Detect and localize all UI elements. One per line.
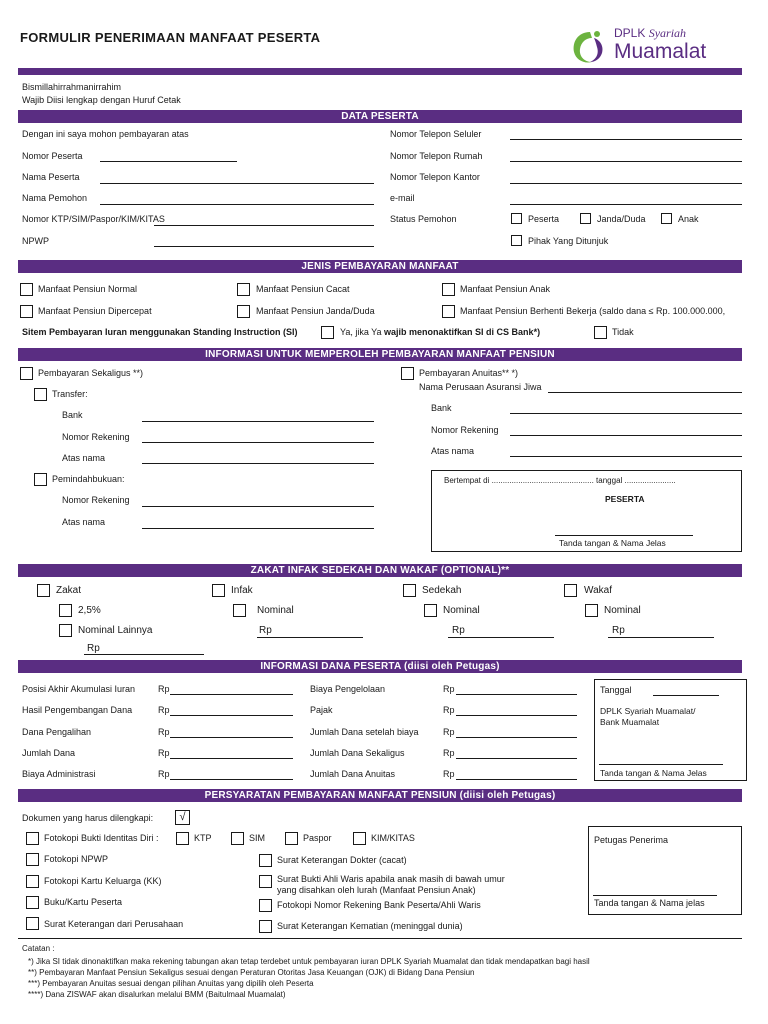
checkbox-pembayaran-sekaligus[interactable] [20, 367, 33, 380]
label-identitas: Fotokopi Bukti Identitas Diri : [44, 833, 159, 843]
label-si-tidak: Tidak [612, 327, 634, 337]
label-bank-muamalat: Bank Muamalat [600, 717, 660, 727]
checkbox-pensiun-cacat[interactable] [237, 283, 250, 296]
checkbox-paspor[interactable] [285, 832, 298, 845]
label-dana-right-3: Jumlah Dana Sekaligus [310, 748, 405, 758]
label-petugas-penerima: Petugas Penerima [594, 835, 669, 845]
catatan-note-4: ****) Dana ZISWAF akan disalurkan melalui BMM (Baitulmaal Muamalat) [28, 990, 286, 999]
checkbox-si-tidak[interactable] [594, 326, 607, 339]
field-dana-right-1[interactable] [456, 715, 577, 716]
label-rp-r4: Rp [443, 769, 455, 779]
checkbox-pensiun-dipercepat[interactable] [20, 305, 33, 318]
label-anuitas-atas-nama: Atas nama [431, 446, 475, 456]
field-nama-pemohon[interactable] [100, 204, 374, 205]
label-telp-seluler: Nomor Telepon Seluler [390, 129, 482, 139]
field-dana-left-4[interactable] [170, 779, 293, 780]
petugas-penerima-box [588, 826, 742, 915]
label-zakat-pct: 2,5% [78, 605, 101, 616]
field-transfer-atas-nama[interactable] [142, 463, 374, 464]
checkbox-ahli-waris[interactable] [259, 875, 272, 888]
label-status-janda-duda: Janda/Duda [597, 214, 646, 224]
catatan-divider [18, 938, 742, 939]
field-nomor-peserta[interactable] [100, 161, 237, 162]
label-wakaf-rp: Rp [612, 625, 625, 636]
label-ktp: KTP [194, 833, 212, 843]
label-dana-right-1: Pajak [310, 705, 333, 715]
checkbox-transfer[interactable] [34, 388, 47, 401]
label-dana-ttd: Tanda tangan & Nama Jelas [600, 768, 707, 778]
checkbox-pensiun-normal[interactable] [20, 283, 33, 296]
checkbox-buku[interactable] [26, 896, 39, 909]
section-data-peserta: DATA PESERTA [18, 110, 742, 123]
label-rp-l3: Rp [158, 748, 170, 758]
label-tanggal: Tanggal [600, 685, 632, 695]
label-sim: SIM [249, 833, 266, 843]
label-email: e-mail [390, 193, 415, 203]
field-dana-left-1[interactable] [170, 715, 293, 716]
label-wakaf-nominal: Nominal [604, 605, 641, 616]
field-dana-left-0[interactable] [170, 694, 293, 695]
label-kk: Fotokopi Kartu Keluarga (KK) [44, 876, 162, 886]
label-nomor-peserta: Nomor Peserta [22, 151, 83, 161]
checkbox-sedekah[interactable] [403, 584, 416, 597]
label-transfer-bank: Bank [62, 410, 83, 420]
label-dana-left-4: Biaya Administrasi [22, 769, 96, 779]
section-informasi-dana: INFORMASI DANA PESERTA (diisi oleh Petugas) [18, 660, 742, 673]
field-transfer-bank[interactable] [142, 421, 374, 422]
form-title: FORMULIR PENERIMAAN MANFAAT PESERTA [20, 30, 321, 45]
checkbox-infak[interactable] [212, 584, 225, 597]
field-nama-perusahaan[interactable] [548, 392, 742, 393]
label-petugas-ttd: Tanda tangan & Nama jelas [594, 898, 705, 908]
label-ahli-waris-1: Surat Bukti Ahli Waris apabila anak masih di bawah umur [277, 874, 505, 884]
label-rp-r0: Rp [443, 684, 455, 694]
label-pensiun-cacat: Manfaat Pensiun Cacat [256, 284, 350, 294]
label-si-ya [340, 327, 540, 337]
field-anuitas-rekening[interactable] [510, 435, 742, 436]
label-dana-left-3: Jumlah Dana [22, 748, 76, 758]
checkbox-zakat-nominal-lainnya[interactable] [59, 624, 72, 637]
label-nama-perusahaan: Nama Perusaan Asuransi Jiwa [419, 382, 542, 392]
bismillah: Bismillahirrahmanirrahim [22, 82, 122, 92]
label-status-pemohon: Status Pemohon [390, 214, 457, 224]
checkbox-identitas[interactable] [26, 832, 39, 845]
bertempat-line: Bertempat di .............................................. tanggal ....................... [444, 476, 676, 485]
signature-line-dana[interactable] [599, 764, 723, 765]
label-intro: Dengan ini saya mohon pembayaran atas [22, 129, 189, 139]
catatan-note-2: **) Pembayaran Manfaat Pensiun Sekaligus sesuai dengan Peraturan Otoritas Jasa Keuangan (OJK) di Bidang Dana Pensiun [28, 968, 475, 977]
label-dana-left-0: Posisi Akhir Akumulasi Iuran [22, 684, 136, 694]
section-informasi-pembayaran: INFORMASI UNTUK MEMPEROLEH PEMBAYARAN MANFAAT PENSIUN [18, 348, 742, 361]
label-dplk-petugas: DPLK Syariah Muamalat/ [600, 706, 696, 716]
label-sedekah-rp: Rp [452, 625, 465, 636]
label-status-peserta: Peserta [528, 214, 560, 224]
label-dokumen: Dokumen yang harus dilengkapi: [22, 813, 154, 823]
label-transfer-rekening: Nomor Rekening [62, 432, 130, 442]
label-pihak-ditunjuk: Pihak Yang Ditunjuk [528, 236, 609, 246]
label-npwp: NPWP [22, 236, 49, 246]
logo-muamalat: Muamalat [614, 40, 707, 63]
checkbox-infak-nominal[interactable] [233, 604, 246, 617]
field-telp-kantor[interactable] [510, 183, 742, 184]
field-pemindah-rekening[interactable] [142, 506, 374, 507]
field-wakaf-rp[interactable] [608, 637, 714, 638]
label-pensiun-normal: Manfaat Pensiun Normal [38, 284, 138, 294]
checkbox-ktp[interactable] [176, 832, 189, 845]
check-icon: √ [179, 811, 186, 823]
checkbox-dokter[interactable] [259, 854, 272, 867]
section-jenis-pembayaran: JENIS PEMBAYARAN MANFAAT [18, 260, 742, 273]
label-pemindah-rekening: Nomor Rekening [62, 495, 130, 505]
label-pembayaran-anuitas: Pembayaran Anuitas** *) [419, 368, 519, 378]
field-dana-left-3[interactable] [170, 758, 293, 759]
label-zakat-rp: Rp [87, 643, 100, 654]
field-nomor-ktp[interactable] [154, 225, 374, 226]
checkbox-pembayaran-anuitas[interactable] [401, 367, 414, 380]
label-nama-pemohon: Nama Pemohon [22, 193, 88, 203]
checkbox-status-janda-duda[interactable] [580, 213, 591, 224]
checkbox-wakaf[interactable] [564, 584, 577, 597]
label-rp-l4: Rp [158, 769, 170, 779]
wajib-note: Wajib Diisi lengkap dengan Huruf Cetak [22, 95, 181, 105]
field-dana-right-0[interactable] [456, 694, 577, 695]
label-anuitas-rekening: Nomor Rekening [431, 425, 499, 435]
field-tanggal[interactable] [653, 695, 719, 696]
checkbox-kematian[interactable] [259, 920, 272, 933]
field-anuitas-atas-nama[interactable] [510, 456, 742, 457]
label-paspor: Paspor [303, 833, 332, 843]
field-nama-peserta[interactable] [100, 183, 374, 184]
logo-dplk: DPLK [614, 26, 646, 40]
label-infak: Infak [231, 585, 253, 596]
field-npwp[interactable] [154, 246, 374, 247]
label-pensiun-janda-duda: Manfaat Pensiun Janda/Duda [256, 306, 375, 316]
label-anuitas-bank: Bank [431, 403, 452, 413]
checkbox-kimkitas[interactable] [353, 832, 366, 845]
label-perusahaan: Surat Keterangan dari Perusahaan [44, 919, 184, 929]
checkbox-pensiun-janda-duda[interactable] [237, 305, 250, 318]
logo [570, 24, 740, 68]
signature-line-petugas[interactable] [593, 895, 717, 896]
label-kematian: Surat Keterangan Kematian (meninggal dunia) [277, 921, 463, 931]
catatan-note-1: *) Jika SI tidak dinonaktifkan maka rekening tabungan akan tetap terdebet untuk pembayaran iuran DPLK Syariah Muamalat dan tidak mendapatkan bagi hasil [28, 957, 590, 966]
checkbox-zakat[interactable] [37, 584, 50, 597]
checkbox-rekening-ahli[interactable] [259, 899, 272, 912]
label-dana-right-4: Jumlah Dana Anuitas [310, 769, 396, 779]
checkbox-status-anak[interactable] [661, 213, 672, 224]
label-ttd-nama-jelas: Tanda tangan & Nama Jelas [559, 538, 666, 548]
label-infak-rp: Rp [259, 625, 272, 636]
checkbox-sim[interactable] [231, 832, 244, 845]
label-dana-right-2: Jumlah Dana setelah biaya [310, 727, 419, 737]
catatan-note-3: ***) Pembayaran Anuitas sesuai dengan pilihan Anuitas yang dipilih oleh Peserta [28, 979, 314, 988]
field-dana-right-2[interactable] [456, 737, 577, 738]
label-pemindahbukuan: Pemindahbukuan: [52, 474, 125, 484]
petugas-dana-box [594, 679, 747, 781]
si-ya-warning: wajib menonaktifkan SI di CS Bank*) [384, 327, 541, 337]
checkbox-zakat-pct[interactable] [59, 604, 72, 617]
field-dana-right-3[interactable] [456, 758, 577, 759]
label-transfer-atas-nama: Atas nama [62, 453, 106, 463]
label-sedekah: Sedekah [422, 585, 462, 596]
label-rp-r1: Rp [443, 705, 455, 715]
field-transfer-rekening[interactable] [142, 442, 374, 443]
label-infak-nominal: Nominal [257, 605, 294, 616]
checkbox-npwp[interactable] [26, 853, 39, 866]
label-kimkitas: KIM/KITAS [371, 833, 415, 843]
field-infak-rp[interactable] [257, 637, 363, 638]
label-pensiun-berhenti: Manfaat Pensiun Berhenti Bekerja (saldo dana ≤ Rp. 100.000.000, [460, 306, 726, 316]
checkmark-box [175, 810, 190, 825]
label-dana-left-2: Dana Pengalihan [22, 727, 92, 737]
label-zakat: Zakat [56, 585, 82, 596]
checkbox-sedekah-nominal[interactable] [424, 604, 437, 617]
label-dana-left-1: Hasil Pengembangan Dana [22, 705, 133, 715]
label-dana-right-0: Biaya Pengelolaan [310, 684, 386, 694]
signature-line-peserta[interactable] [555, 535, 693, 536]
checkbox-pihak-ditunjuk[interactable] [511, 235, 522, 246]
field-telp-rumah[interactable] [510, 161, 742, 162]
catatan-title: Catatan : [22, 944, 55, 953]
label-pensiun-anak: Manfaat Pensiun Anak [460, 284, 551, 294]
field-telp-seluler[interactable] [510, 139, 742, 140]
signature-box-peserta [431, 470, 742, 552]
label-wakaf: Wakaf [584, 585, 612, 596]
label-fotokopi-npwp: Fotokopi NPWP [44, 854, 109, 864]
checkbox-perusahaan[interactable] [26, 917, 39, 930]
si-ya-text: Ya, jika Ya [340, 327, 385, 337]
label-nomor-ktp: Nomor KTP/SIM/Paspor/KIM/KITAS [22, 214, 165, 224]
field-dana-right-4[interactable] [456, 779, 577, 780]
label-buku: Buku/Kartu Peserta [44, 897, 123, 907]
section-zakat: ZAKAT INFAK SEDEKAH DAN WAKAF (OPTIONAL)** [18, 564, 742, 577]
label-dokter: Surat Keterangan Dokter (cacat) [277, 855, 407, 865]
checkbox-si-ya[interactable] [321, 326, 334, 339]
label-nama-peserta: Nama Peserta [22, 172, 80, 182]
field-anuitas-bank[interactable] [510, 413, 742, 414]
label-pembayaran-sekaligus: Pembayaran Sekaligus **) [38, 368, 144, 378]
label-peserta-ttd: PESERTA [605, 494, 645, 504]
label-rp-r2: Rp [443, 727, 455, 737]
label-pemindah-atas-nama: Atas nama [62, 517, 106, 527]
label-rekening-ahli: Fotokopi Nomor Rekening Bank Peserta/Ahli Waris [277, 900, 481, 910]
field-dana-left-2[interactable] [170, 737, 293, 738]
label-rp-l0: Rp [158, 684, 170, 694]
checkbox-pensiun-anak[interactable] [442, 283, 455, 296]
label-sedekah-nominal: Nominal [443, 605, 480, 616]
checkbox-pemindahbukuan[interactable] [34, 473, 47, 486]
label-pensiun-dipercepat: Manfaat Pensiun Dipercepat [38, 306, 152, 316]
logo-syariah: Syariah [648, 26, 687, 40]
label-transfer: Transfer: [52, 389, 88, 399]
label-telp-rumah: Nomor Telepon Rumah [390, 151, 483, 161]
label-rp-l2: Rp [158, 727, 170, 737]
label-standing-instruction: Sitem Pembayaran Iuran menggunakan Standing Instruction (SI) [22, 327, 298, 337]
field-email[interactable] [510, 204, 742, 205]
logo-mark-icon [570, 28, 610, 66]
label-rp-r3: Rp [443, 748, 455, 758]
label-status-anak: Anak [678, 214, 699, 224]
field-sedekah-rp[interactable] [448, 637, 554, 638]
section-persyaratan: PERSYARATAN PEMBAYARAN MANFAAT PENSIUN (diisi oleh Petugas) [18, 789, 742, 802]
checkbox-wakaf-nominal[interactable] [585, 604, 598, 617]
checkbox-pensiun-berhenti[interactable] [442, 305, 455, 318]
label-rp-l1: Rp [158, 705, 170, 715]
checkbox-status-peserta[interactable] [511, 213, 522, 224]
label-zakat-nominal-lainnya: Nominal Lainnya [78, 625, 153, 636]
header-bar [18, 68, 742, 75]
field-pemindah-atas-nama[interactable] [142, 528, 374, 529]
field-zakat-rp[interactable] [84, 654, 204, 655]
label-telp-kantor: Nomor Telepon Kantor [390, 172, 480, 182]
label-ahli-waris-2: yang disahkan oleh lurah (Manfaat Pensiun Anak) [277, 885, 476, 895]
checkbox-kk[interactable] [26, 875, 39, 888]
